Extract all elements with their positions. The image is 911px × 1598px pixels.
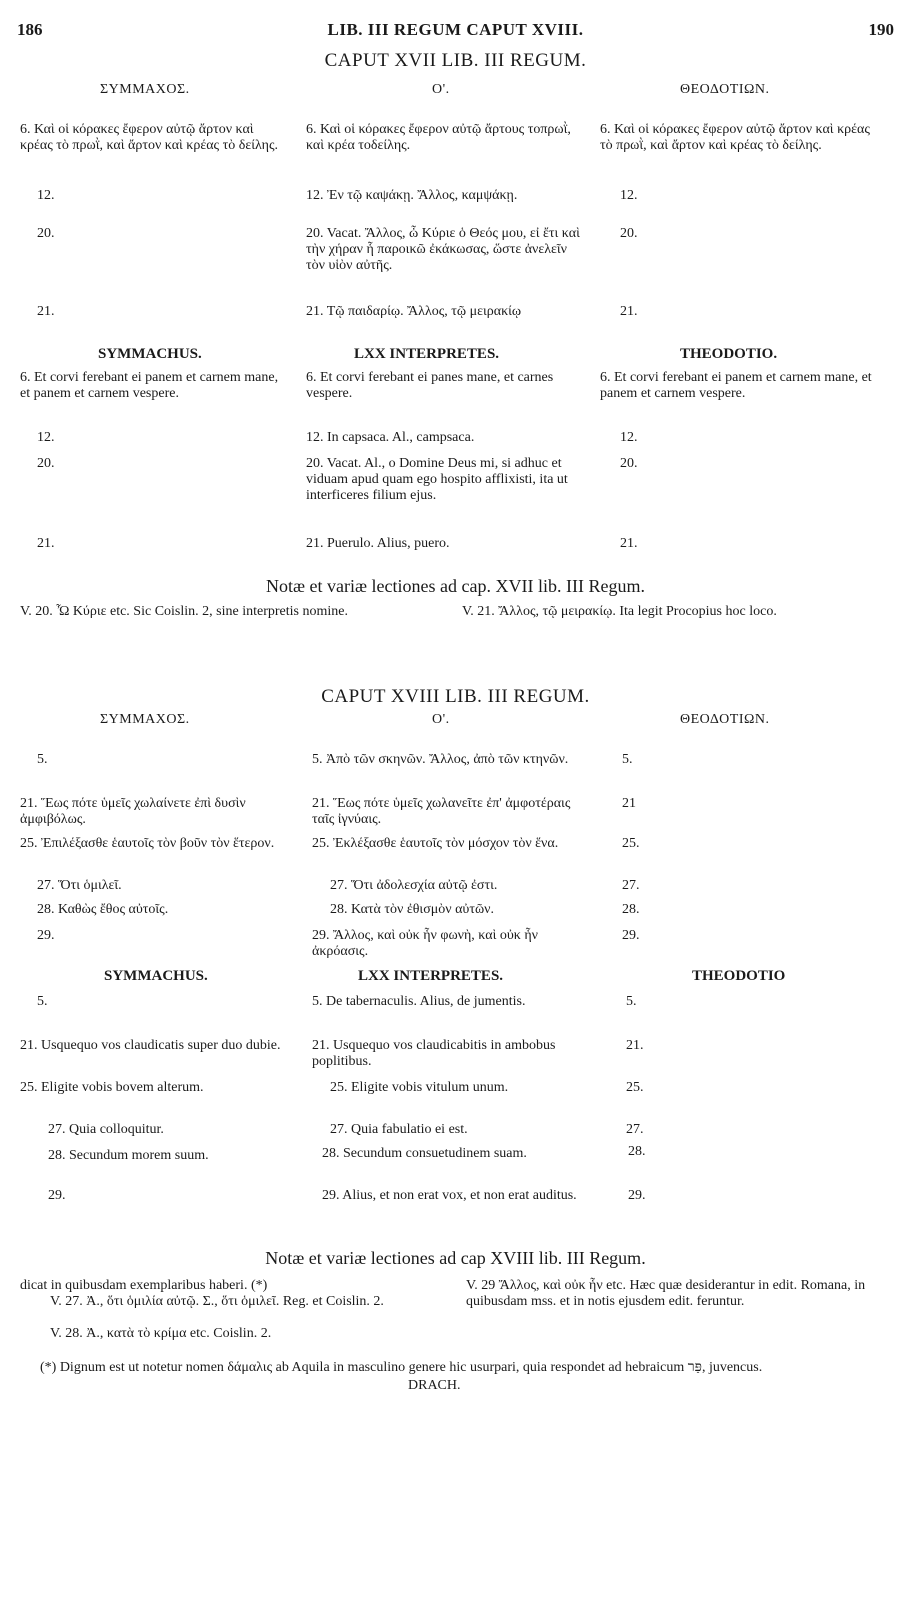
ch18-note-left-1: dicat in quibusdam exemplaribus haberi. (*) <box>20 1278 268 1293</box>
ch18-la-r3-theo: 25. <box>626 1080 644 1095</box>
ch17-la-r2-lxx: 12. In capsaca. Al., campsaca. <box>306 430 475 445</box>
ch18-gr-r3-lxx: 25. Ἐκλέξασθε ἑαυτοῖς τὸν μόσχον τὸν ἕνα. <box>312 836 559 851</box>
ch17-note-left: V. 20. Ὦ Κύριε etc. Sic Coislin. 2, sine interpretis nomine. <box>20 604 348 619</box>
ch18-gr-r1-lxx: 5. Ἀπὸ τῶν σκηνῶν. Ἄλλος, ἀπὸ τῶν κτηνῶν. <box>312 752 569 767</box>
ch18-footnote: (*) Dignum est ut notetur nomen δάμαλις ab Aquila in masculino genere hic usurpari, quia respondet ad hebraicum פַּר, juvencus. <box>40 1360 763 1375</box>
ch17-la-r1-theo: 6. Et corvi ferebant ei panem et carnem mane, et panem et carnem vespere. <box>600 370 872 401</box>
ch17-la-r4-sym: 21. <box>37 536 55 551</box>
ch18-la-r4-sym: 27. Quia colloquitur. <box>48 1122 164 1137</box>
ch18-la-r4-lxx: 27. Quia fabulatio ei est. <box>330 1122 468 1137</box>
ch17-gr-r4-sym: 21. <box>37 304 55 319</box>
page-number-left: 186 <box>17 20 43 39</box>
ch18-la-r2-sym: 21. Usquequo vos claudicatis super duo dubie. <box>20 1038 281 1053</box>
ch17-la-r3-sym: 20. <box>37 456 55 471</box>
ch18-gr-r6-lxx: 29. Ἄλλος, καὶ οὐκ ἦν φωνὴ, καὶ οὐκ ἦν ἀκρόασις. <box>312 928 538 959</box>
ch17-la-r4-lxx: 21. Puerulo. Alius, puero. <box>306 536 450 551</box>
ch17-gr-r4-theo: 21. <box>620 304 638 319</box>
ch17-greek-head-lxx: Ο'. <box>432 82 450 97</box>
ch18-gr-r2-sym: 21. Ἕως πότε ὑμεῖς χωλαίνετε ἐπὶ δυσὶν ἀμφιβόλως. <box>20 796 246 827</box>
running-head: LIB. III REGUM CAPUT XVIII. <box>327 20 584 39</box>
ch18-note-left-3: V. 28. Ἀ., κατὰ τὸ κρίμα etc. Coislin. 2. <box>50 1326 272 1341</box>
ch17-la-r2-theo: 12. <box>620 430 638 445</box>
ch18-la-r1-lxx: 5. De tabernaculis. Alius, de jumentis. <box>312 994 526 1009</box>
ch18-notes-title: Notæ et variæ lectiones ad cap XVIII lib. III Regum. <box>265 1248 646 1268</box>
ch17-latin-head-symmachus: SYMMACHUS. <box>98 346 202 362</box>
ch17-gr-r2-lxx: 12. Ἐν τῷ καψάκῃ. Ἄλλος, καμψάκῃ. <box>306 188 518 203</box>
chapter-18-title: CAPUT XVIII LIB. III REGUM. <box>321 686 590 707</box>
ch18-note-left-2: V. 27. Ἀ., ὅτι ὁμιλία αὐτῷ. Σ., ὅτι ὁμιλεῖ. Reg. et Coislin. 2. <box>50 1294 384 1309</box>
ch17-la-r3-lxx: 20. Vacat. Al., o Domine Deus mi, si adhuc et viduam apud quam ego hospito afflixisti, ita ut interficeres filium ejus. <box>306 456 568 503</box>
ch18-la-r6-lxx: 29. Alius, et non erat vox, et non erat auditus. <box>322 1188 577 1203</box>
ch17-gr-r3-lxx: 20. Vacat. Ἄλλος, ὦ Κύριε ὁ Θεός μου, εἰ ἔτι καὶ τὴν χήραν ἧ παροικῶ ἐκάκωσας, ὥστε ἀνελεῖν τὸν υἱὸν αὐτῆς. <box>306 226 580 273</box>
ch17-gr-r1-sym: 6. Καὶ οἱ κόρακες ἔφερον αὐτῷ ἄρτον καὶ κρέας τὸ πρωῒ, καὶ ἄρτον καὶ κρέας τὸ δείλης. <box>20 122 279 153</box>
ch18-footnote-signature: DRACH. <box>408 1378 461 1393</box>
ch18-gr-r6-theo: 29. <box>622 928 640 943</box>
ch18-gr-r6-sym: 29. <box>37 928 55 943</box>
ch17-note-right: V. 21. Ἄλλος, τῷ μειρακίῳ. Ita legit Procopius hoc loco. <box>462 604 777 619</box>
ch18-gr-r1-sym: 5. <box>37 752 48 767</box>
ch18-la-r5-sym: 28. Secundum morem suum. <box>48 1148 209 1163</box>
ch18-gr-r5-lxx: 28. Κατὰ τὸν ἐθισμὸν αὐτῶν. <box>330 902 495 917</box>
ch18-gr-r2-lxx: 21. Ἕως πότε ὑμεῖς χωλανεῖτε ἐπ' ἀμφοτέραις ταῖς ἰγνύαις. <box>312 796 571 827</box>
ch17-la-r4-theo: 21. <box>620 536 638 551</box>
ch18-la-r6-sym: 29. <box>48 1188 66 1203</box>
ch17-la-r2-sym: 12. <box>37 430 55 445</box>
ch18-gr-r2-theo: 21 <box>622 796 636 811</box>
ch18-gr-r5-sym: 28. Καθὼς ἔθος αὐτοῖς. <box>37 902 169 917</box>
page-number-right: 190 <box>868 20 894 39</box>
ch18-la-r2-lxx: 21. Usquequo vos claudicabitis in ambobus poplitibus. <box>312 1038 556 1069</box>
ch18-la-r3-sym: 25. Eligite vobis bovem alterum. <box>20 1080 204 1095</box>
ch18-gr-r1-theo: 5. <box>622 752 633 767</box>
ch18-gr-r4-lxx: 27. Ὅτι ἀδολεσχία αὐτῷ ἐστι. <box>330 878 498 893</box>
chapter-17-title: CAPUT XVII LIB. III REGUM. <box>324 50 587 71</box>
ch18-la-r1-theo: 5. <box>626 994 637 1009</box>
ch18-la-r2-theo: 21. <box>626 1038 644 1053</box>
ch18-note-right: V. 29 Ἄλλος, καὶ οὐκ ἦν etc. Hæc quæ desiderantur in edit. Romana, in quibusdam mss. et in notis ejusdem edit. feruntur. <box>466 1278 866 1309</box>
ch17-greek-head-symmachus: ΣΥΜΜΑΧΟΣ. <box>100 82 190 97</box>
ch18-greek-head-theodotion: ΘΕΟΔΟΤΙΩΝ. <box>680 712 770 727</box>
ch18-la-r5-theo: 28. <box>628 1144 646 1159</box>
ch17-latin-head-theodotio: THEODOTIO. <box>680 346 778 362</box>
ch17-latin-head-lxx: LXX INTERPRETES. <box>354 346 500 362</box>
ch17-gr-r1-lxx: 6. Καὶ οἱ κόρακες ἔφερον αὐτῷ ἄρτους τοπρωῒ, καὶ κρέα τοδείλης. <box>306 122 571 153</box>
ch18-la-r5-lxx: 28. Secundum consuetudinem suam. <box>322 1146 527 1161</box>
ch18-gr-r4-theo: 27. <box>622 878 640 893</box>
ch18-la-r1-sym: 5. <box>37 994 48 1009</box>
ch17-la-r1-sym: 6. Et corvi ferebant ei panem et carnem mane, et panem et carnem vespere. <box>20 370 279 401</box>
ch18-latin-head-theodotio: THEODOTIO <box>692 968 786 984</box>
ch17-gr-r2-theo: 12. <box>620 188 638 203</box>
ch18-gr-r3-theo: 25. <box>622 836 640 851</box>
ch18-la-r6-theo: 29. <box>628 1188 646 1203</box>
ch18-gr-r4-sym: 27. Ὅτι ὁμιλεῖ. <box>37 878 122 893</box>
ch18-la-r4-theo: 27. <box>626 1122 644 1137</box>
ch17-gr-r1-theo: 6. Καὶ οἱ κόρακες ἔφερον αὐτῷ ἄρτον καὶ κρέας τὸ πρωῒ, καὶ ἄρτον καὶ κρέας τὸ δείλης. <box>600 122 870 153</box>
ch17-greek-head-theodotion: ΘΕΟΔΟΤΙΩΝ. <box>680 82 770 97</box>
ch18-la-r3-lxx: 25. Eligite vobis vitulum unum. <box>330 1080 509 1095</box>
ch17-la-r3-theo: 20. <box>620 456 638 471</box>
ch17-la-r1-lxx: 6. Et corvi ferebant ei panes mane, et carnes vespere. <box>306 370 554 401</box>
ch17-gr-r2-sym: 12. <box>37 188 55 203</box>
ch17-gr-r4-lxx: 21. Τῷ παιδαρίῳ. Ἄλλος, τῷ μειρακίῳ <box>306 304 522 319</box>
ch18-gr-r3-sym: 25. Ἐπιλέξασθε ἑαυτοῖς τὸν βοῦν τὸν ἕτερον. <box>20 836 275 851</box>
ch18-gr-r5-theo: 28. <box>622 902 640 917</box>
ch18-greek-head-lxx: Ο'. <box>432 712 450 727</box>
ch18-greek-head-symmachus: ΣΥΜΜΑΧΟΣ. <box>100 712 190 727</box>
ch17-notes-title: Notæ et variæ lectiones ad cap. XVII lib. III Regum. <box>266 576 645 596</box>
ch17-gr-r3-sym: 20. <box>37 226 55 241</box>
ch17-gr-r3-theo: 20. <box>620 226 638 241</box>
ch18-latin-head-symmachus: SYMMACHUS. <box>104 968 208 984</box>
ch18-latin-head-lxx: LXX INTERPRETES. <box>358 968 504 984</box>
